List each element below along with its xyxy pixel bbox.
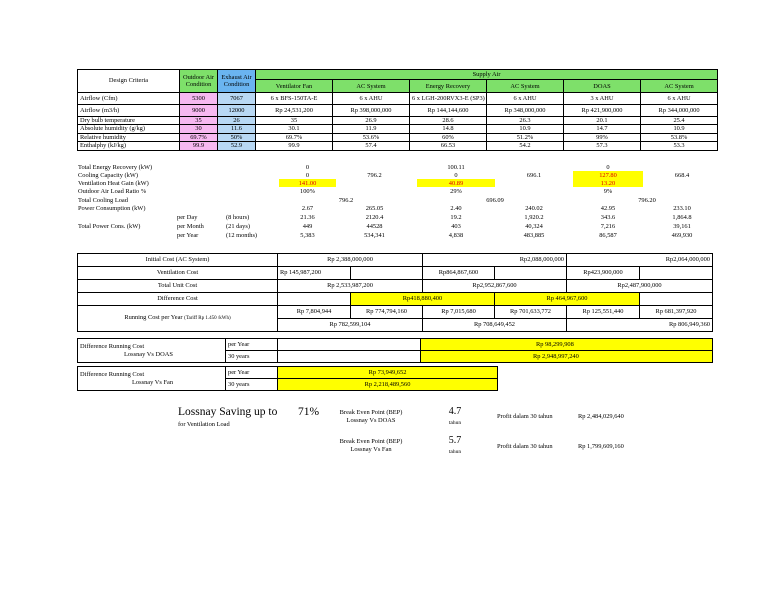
doas-ter: 0	[606, 164, 610, 171]
run-ac3: Rp 681,397,920	[640, 306, 713, 319]
vf-power-year: 5,383	[300, 232, 315, 239]
exhaust-air-header: Exhaust Air Condition	[218, 70, 256, 93]
table-row	[78, 280, 713, 293]
initial-cost-label: Initial Cost (AC System)	[78, 254, 278, 267]
doas-vhg: 13.20	[573, 179, 643, 187]
cell: 20.1	[564, 117, 641, 125]
er-power-day: 19.2	[450, 214, 462, 221]
doas-power-day: 343.6	[600, 214, 616, 221]
row-label: Airflow (m3/h)	[78, 105, 180, 117]
cell: 6 x AHU	[487, 93, 564, 105]
vf-ter: 0	[305, 164, 310, 171]
ac3-power-kw: 233.10	[673, 205, 691, 212]
period-note-month: (21 days)	[226, 223, 250, 230]
ac1-cc: 796.2	[367, 172, 382, 179]
vf-vhg: 141.00	[279, 179, 336, 187]
table-row	[78, 254, 713, 267]
total-2: Rp2,952,867,600	[423, 280, 567, 293]
vent-vf: Rp 145,987,200	[278, 267, 351, 280]
cell: Rp 144,144,600	[410, 105, 487, 117]
table-row	[78, 267, 713, 280]
er-vhg: 40.89	[417, 179, 495, 187]
row-label: Absolute humidity (g/kg)	[78, 125, 180, 133]
total-3: Rp2,487,900,000	[567, 280, 713, 293]
cell: 53.3	[641, 142, 718, 150]
ea-value: 52.9	[218, 142, 256, 150]
run-sum-2: Rp 708,649,452	[423, 319, 567, 332]
bep-fan-line2: Lossnay Vs Fan	[350, 446, 392, 453]
bep-fan-unit: tahun	[448, 449, 462, 455]
diff-fan-label	[78, 367, 226, 391]
diff-fan-30y-value: Rp 2,218,489,560	[278, 379, 498, 391]
cell: 6 x LGH-200RVX3-E (SP3)	[410, 93, 487, 105]
doas-power-year: 86,587	[599, 232, 617, 239]
profit-fan-label: Profit dalam 30 tahun	[497, 443, 553, 450]
initial-ac1: Rp 2,388,000,000	[278, 254, 423, 267]
label-total-power-cons: Total Power Cons. (kW)	[78, 223, 141, 230]
cell: Rp 398,000,000	[333, 105, 410, 117]
cell: 30.1	[256, 125, 333, 133]
label-total-cooling-load: Total Cooling Load	[78, 197, 128, 204]
ea-value: 7067	[218, 93, 256, 105]
table-row	[78, 105, 718, 117]
cell: Rp 421,900,000	[564, 105, 641, 117]
doas-power-kw: 42.95	[600, 205, 616, 212]
row-label: Dry bulb temperature	[78, 117, 180, 125]
saving-title: Lossnay Saving up to	[178, 406, 278, 418]
diff-fan-30y-label: 30 years	[226, 379, 278, 391]
diff-doas-30y-label: 30 years	[226, 351, 278, 363]
ea-value: 11.6	[218, 125, 256, 133]
oa-value: 9000	[180, 105, 218, 117]
label-ventilation-heat-gain: Ventilation Heat Gain (kW)	[78, 180, 149, 187]
ac2-total-cooling-load: 696.09	[486, 197, 504, 204]
cell: 35	[256, 117, 333, 125]
cell: 53.8%	[641, 133, 718, 141]
label-power-consumption: Power Consumption (kW)	[78, 205, 146, 212]
diff-doas-year-value: Rp 98,299,908	[421, 339, 713, 351]
vent-cost-label: Ventilation Cost	[78, 267, 278, 280]
label-total-energy-recovery: Total Energy Recovery (kW)	[78, 164, 153, 171]
ac3-cc: 668.4	[674, 172, 690, 179]
initial-ac2: Rp2,088,000,000	[423, 254, 567, 267]
run-sum-1: Rp 782,599,104	[278, 319, 423, 332]
row-label: Enthalphy (kJ/kg)	[78, 142, 180, 150]
col-ventilator-fan: Ventilator Fan	[256, 80, 333, 93]
initial-ac3: Rp2,064,000,000	[567, 254, 713, 267]
er-cc: 0	[454, 172, 458, 179]
ea-value: 50%	[218, 133, 256, 141]
cell: 14.8	[410, 125, 487, 133]
cell: 53.6%	[333, 133, 410, 141]
cell: 6 x AHU	[641, 93, 718, 105]
ac3-power-day: 1,864.8	[672, 214, 692, 221]
col-ac-system-1: AC System	[333, 80, 410, 93]
ac3-total-cooling-load: 796.20	[638, 197, 656, 204]
ea-value: 26	[218, 117, 256, 125]
table-row	[78, 93, 718, 105]
bep-doas-line1: Break Even Point (BEP)	[339, 409, 403, 416]
diff-1: Rp418,880,400	[351, 293, 495, 306]
ac1-total-cooling-load: 796.2	[338, 197, 354, 204]
er-oalr: 29%	[450, 188, 462, 195]
cell: 54.2	[487, 142, 564, 150]
table-row	[78, 142, 718, 150]
ea-value: 12000	[218, 105, 256, 117]
diff-doas-table	[77, 338, 713, 363]
cell: Rp 344,000,000	[641, 105, 718, 117]
vent-doas: Rp423,900,000	[567, 267, 640, 280]
cell: 26.9	[333, 117, 410, 125]
cell: 11.9	[333, 125, 410, 133]
cell: Rp 24,531,200	[256, 105, 333, 117]
doas-cc: 127.80	[573, 171, 643, 179]
vf-power-day: 21.36	[300, 214, 315, 221]
diff-fan-label-line1: Difference Running Cost	[80, 370, 145, 378]
cell: 14.7	[564, 125, 641, 133]
table-row	[78, 117, 718, 125]
cell: 69.7%	[256, 133, 333, 141]
cell: 10.9	[487, 125, 564, 133]
table-row	[78, 133, 718, 141]
run-er: Rp 7,015,680	[423, 306, 495, 319]
diff-doas-label-line1: Difference Running Cost	[80, 342, 145, 350]
cell: 99%	[564, 133, 641, 141]
oa-value: 35	[180, 117, 218, 125]
running-cost-label	[78, 306, 278, 332]
run-doas: Rp 125,551,440	[567, 306, 640, 319]
cost-table	[77, 253, 713, 332]
period-note-day: (8 hours)	[226, 214, 250, 221]
diff-doas-per-year-label: per Year	[226, 339, 278, 351]
period-year: per Year	[177, 232, 199, 239]
ac1-power-year: 534,341	[364, 232, 385, 239]
diff-doas-30y-value: Rp 2,948,997,240	[421, 351, 713, 363]
diff-cost-label: Difference Cost	[78, 293, 278, 306]
ac1-power-day: 2120.4	[365, 214, 384, 221]
col-doas: DOAS	[564, 80, 641, 93]
cell: 66.53	[410, 142, 487, 150]
saving-percent: 71%	[298, 406, 320, 418]
row-label: Relative humidity	[78, 133, 180, 141]
cell: 28.6	[410, 117, 487, 125]
run-vf: Rp 7,804,944	[278, 306, 351, 319]
ac2-power-day: 1,920.2	[524, 214, 544, 221]
period-note-year: (12 months)	[226, 232, 258, 239]
doas-oalr: 9%	[603, 188, 613, 195]
ac3-power-month: 39,161	[673, 223, 691, 230]
ac1-power-month: 44528	[366, 223, 383, 230]
diff-2: Rp 464,967,600	[495, 293, 640, 306]
bep-doas-line2: Lossnay Vs DOAS	[346, 417, 396, 424]
ac1-power-kw: 265.05	[365, 205, 384, 212]
oa-value: 5300	[180, 93, 218, 105]
ac3-power-year: 469,930	[671, 232, 693, 239]
table-row	[78, 125, 718, 133]
total-cost-label: Total Unit Cost	[78, 280, 278, 293]
cell: 60%	[410, 133, 487, 141]
ac2-power-month: 40,324	[525, 223, 543, 230]
total-1: Rp 2,533,987,200	[278, 280, 423, 293]
ac2-cc: 696.1	[526, 172, 542, 179]
running-cost-title: Running Cost per Year	[124, 314, 183, 322]
cell: Rp 348,000,000	[487, 105, 564, 117]
cell: 3 x AHU	[564, 93, 641, 105]
cell: 6 x BFS-150TA-E	[256, 93, 333, 105]
period-month: per Month	[177, 223, 204, 230]
label-cooling-capacity: Cooling Capacity (kW)	[78, 172, 138, 179]
vent-er: Rp864,867,600	[423, 267, 495, 280]
diff-fan-table	[77, 366, 498, 391]
cell: 10.9	[641, 125, 718, 133]
profit-fan-value: Rp 1,799,609,160	[578, 443, 624, 450]
row-label: Airflow (Cfm)	[78, 93, 180, 105]
diff-fan-year-value: Rp 73,949,652	[278, 367, 498, 379]
oa-value: 30	[180, 125, 218, 133]
diff-doas-label	[78, 339, 226, 363]
oa-value: 99.9	[180, 142, 218, 150]
run-sum-3: Rp 806,949,360	[567, 319, 713, 332]
period-day: per Day	[177, 214, 198, 221]
saving-subtitle: for Ventilation Load	[178, 421, 230, 428]
vf-power-kw: 2.67	[301, 205, 314, 212]
supply-air-header: Supply Air	[256, 70, 718, 80]
cell: 57.3	[564, 142, 641, 150]
ac2-power-kw: 240.02	[525, 205, 543, 212]
oa-value: 69.7%	[180, 133, 218, 141]
er-power-month: 403	[451, 223, 461, 230]
doas-power-month: 7,216	[600, 223, 616, 230]
label-outdoor-air-load-ratio: Outdoor Air Load Ratio %	[78, 188, 147, 195]
diff-fan-per-year-label: per Year	[226, 367, 278, 379]
run-ac2: Rp 701,633,772	[495, 306, 567, 319]
design-criteria-header: Design Criteria	[78, 70, 180, 93]
table-row	[78, 306, 713, 319]
cell: 6 x AHU	[333, 93, 410, 105]
col-ac-system-2: AC System	[487, 80, 564, 93]
cell: 57.4	[333, 142, 410, 150]
table-row	[78, 293, 713, 306]
diff-fan-label-line2: Lossnay Vs Fan	[132, 378, 174, 386]
profit-doas-value: Rp 2,484,029,640	[578, 413, 624, 420]
profit-doas-label: Profit dalam 30 tahun	[497, 413, 553, 420]
bep-fan-value: 5.7	[448, 435, 462, 446]
ac2-power-year: 483,885	[523, 232, 545, 239]
spec-table	[77, 69, 718, 151]
bep-doas-unit: tahun	[448, 420, 462, 426]
bep-doas-value: 4.7	[448, 406, 462, 417]
col-energy-recovery: Energy Recovery	[410, 80, 487, 93]
cell: 26.3	[487, 117, 564, 125]
col-ac-system-3: AC System	[641, 80, 718, 93]
er-ter: 100.11	[447, 164, 465, 171]
vf-power-month: 449	[302, 223, 313, 230]
outdoor-air-header: Outdoor Air Condition	[180, 70, 218, 93]
cell: 99.9	[256, 142, 333, 150]
vf-cc: 0	[305, 172, 310, 179]
running-cost-tariff: (Tariff Rp 1.450 /kWh)	[184, 316, 231, 322]
cell: 25.4	[641, 117, 718, 125]
er-power-kw: 2.40	[450, 205, 462, 212]
bep-fan-line1: Break Even Point (BEP)	[339, 438, 403, 445]
diff-doas-label-line2: Lossnay Vs DOAS	[124, 350, 173, 358]
er-power-year: 4,838	[448, 232, 464, 239]
vf-oalr: 100%	[300, 188, 315, 195]
cell: 51.2%	[487, 133, 564, 141]
run-ac1: Rp 774,794,160	[351, 306, 423, 319]
